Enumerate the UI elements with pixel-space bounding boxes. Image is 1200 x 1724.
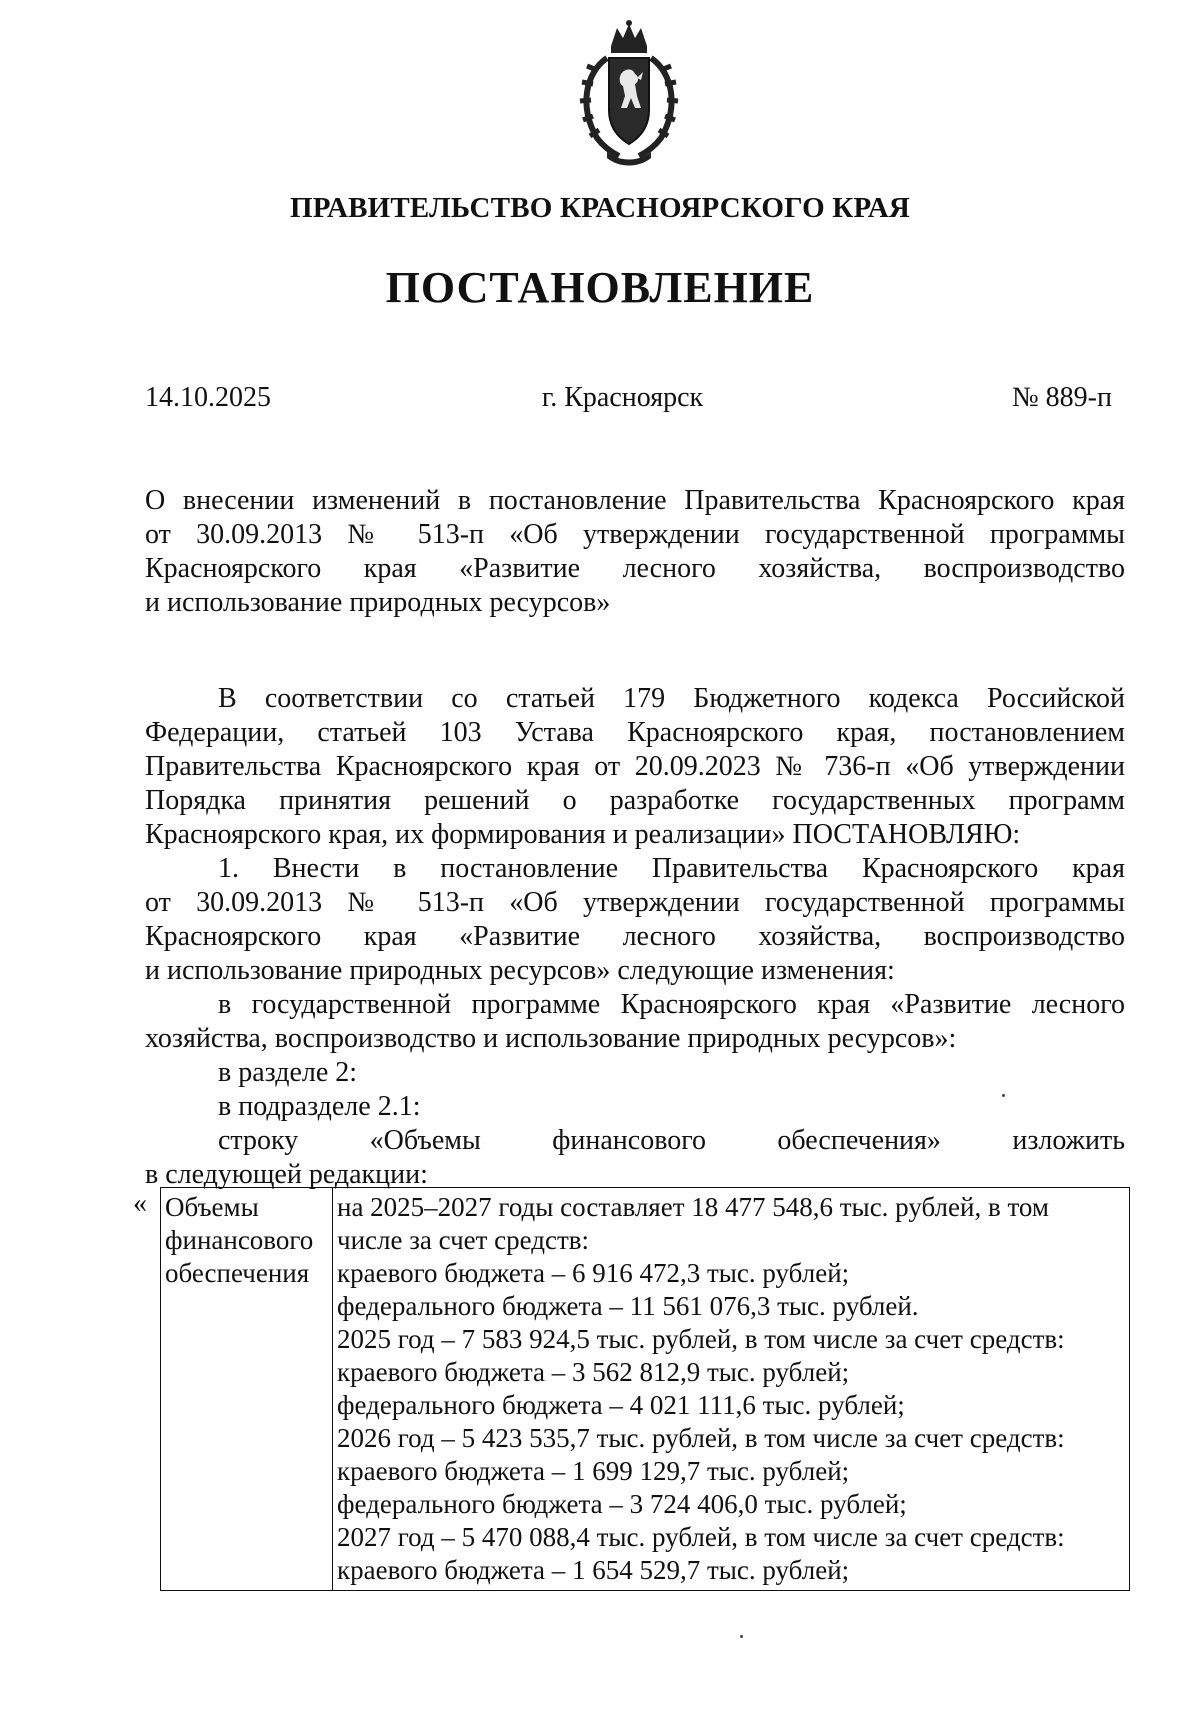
body-line: Федерации, статьей 103 Устава Красноярского края, постановлением bbox=[145, 717, 1125, 748]
value-line: 2025 год – 7 583 924,5 тыс. рублей, в том числе за счет средств: bbox=[337, 1324, 1065, 1354]
value-line: федерального бюджета – 4 021 111,6 тыс. рублей; bbox=[337, 1390, 905, 1420]
value-line: краевого бюджета – 6 916 472,3 тыс. рублей; bbox=[337, 1258, 850, 1288]
table-label-cell bbox=[161, 1188, 333, 1591]
body-line: Порядка принятия решений о разработке государственных программ bbox=[145, 785, 1125, 816]
title-line: от 30.09.2013 № 513-п «Об утверждении государственной программы bbox=[145, 519, 1125, 550]
label-line: Объемы bbox=[165, 1192, 259, 1222]
title-line: и использование природных ресурсов» bbox=[145, 587, 611, 618]
body-line: в подразделе 2.1: bbox=[218, 1091, 421, 1122]
body-line: 1. Внести в постановление Правительства Красноярского края bbox=[218, 853, 1125, 884]
value-line: краевого бюджета – 1 654 529,7 тыс. рублей; bbox=[337, 1555, 850, 1585]
title-line: О внесении изменений в постановление Правительства Красноярского края bbox=[145, 485, 1125, 516]
label-line: финансового bbox=[165, 1225, 314, 1255]
body-line: в следующей редакции: bbox=[145, 1159, 428, 1190]
table-value-cell bbox=[333, 1188, 1130, 1591]
body-line: строку «Объемы финансового обеспечения» изложить bbox=[218, 1125, 1125, 1156]
label-line: обеспечения bbox=[165, 1258, 310, 1288]
body-line: в государственной программе Красноярского края «Развитие лесного bbox=[218, 989, 1125, 1020]
body-line: хозяйства, воспроизводство и использование природных ресурсов»: bbox=[145, 1023, 957, 1054]
body-line: Красноярского края, их формирования и реализации» ПОСТАНОВЛЯЮ: bbox=[145, 819, 1021, 850]
coat-of-arms-icon bbox=[567, 18, 691, 168]
body-line: от 30.09.2013 № 513-п «Об утверждении государственной программы bbox=[145, 887, 1125, 918]
value-line: федерального бюджета – 3 724 406,0 тыс. рублей; bbox=[337, 1489, 907, 1519]
body-line: Правительства Красноярского края от 20.09.2023 № 736-п «Об утверждении bbox=[145, 751, 1125, 782]
document-city: г. Красноярск bbox=[541, 382, 704, 413]
body-line: в разделе 2: bbox=[218, 1057, 358, 1088]
value-line: краевого бюджета – 1 699 129,7 тыс. рублей; bbox=[337, 1456, 850, 1486]
title-line: Красноярского края «Развитие лесного хозяйства, воспроизводство bbox=[145, 553, 1125, 584]
document-type: ПОСТАНОВЛЕНИЕ bbox=[385, 263, 815, 312]
scan-speck bbox=[1002, 1094, 1005, 1097]
value-line: федерального бюджета – 11 561 076,3 тыс. рублей. bbox=[337, 1291, 919, 1321]
value-line: 2027 год – 5 470 088,4 тыс. рублей, в том числе за счет средств: bbox=[337, 1522, 1065, 1552]
body-line: В соответствии со статьей 179 Бюджетного кодекса Российской bbox=[218, 683, 1125, 714]
value-line: на 2025–2027 годы составляет 18 477 548,6 тыс. рублей, в том bbox=[337, 1192, 1049, 1222]
value-line: краевого бюджета – 3 562 812,9 тыс. рублей; bbox=[337, 1357, 850, 1387]
body-line: и использование природных ресурсов» следующие изменения: bbox=[145, 955, 895, 986]
table-row bbox=[161, 1188, 1130, 1591]
document-number: № 889-п bbox=[1011, 382, 1112, 413]
government-name: ПРАВИТЕЛЬСТВО КРАСНОЯРСКОГО КРАЯ bbox=[289, 192, 911, 224]
body-line: Красноярского края «Развитие лесного хозяйства, воспроизводство bbox=[145, 921, 1125, 952]
table-open-quote: « bbox=[133, 1188, 147, 1219]
scan-speck bbox=[740, 1635, 743, 1638]
document-date: 14.10.2025 bbox=[145, 382, 271, 413]
financing-table bbox=[160, 1187, 1130, 1591]
value-line: числе за счет средств: bbox=[337, 1225, 590, 1255]
value-line: 2026 год – 5 423 535,7 тыс. рублей, в том числе за счет средств: bbox=[337, 1423, 1065, 1453]
